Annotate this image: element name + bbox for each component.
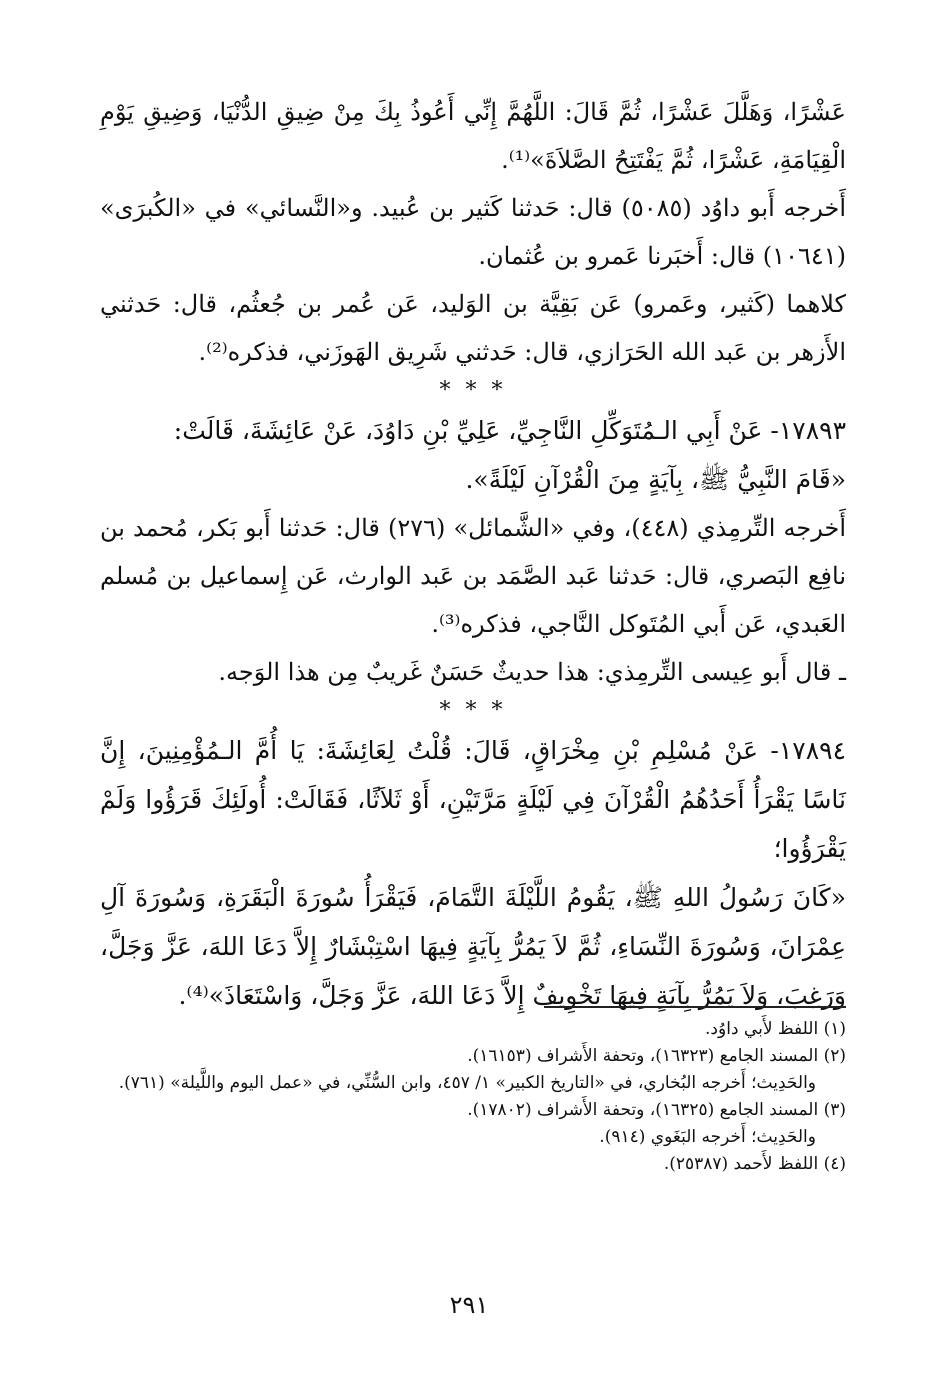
footnote-4: (٤) اللفظ لأَحمد (٢٥٣٨٧).	[663, 1154, 846, 1174]
section-separator: * * *	[439, 698, 507, 723]
section-separator: * * *	[439, 378, 507, 403]
page-number: ٢٩١	[449, 1291, 489, 1319]
hadith-17894-text: «كَانَ رَسُولُ اللهِ ﷺ، يَقُومُ اللَّيْلَةَ التَّمَامَ، فَيَقْرَأُ سُورَةَ الْبَقَرَةِ، وَسُورَةَ آلِ عِمْرَانَ، وَسُورَةَ النِّسَاءِ، ثُمَّ لاَ يَمُرُّ بِآيَةٍ فِيهَا اسْتِبْشَارٌ إِلاَّ دَعَا اللهَ، عَزَّ وَجَلَّ، وَرَغِبَ، وَلاَ يَمُرُّ بِآيَةٍ فِيهَا تَخْوِيفٌ إِلاَّ دَعَا اللهَ، عَزَّ وَجَلَّ، وَاسْتَعَاذَ»⁽⁴⁾.	[100, 883, 846, 1010]
hadith-17894-intro: ١٧٨٩٤- عَنْ مُسْلِمِ بْنِ مِخْرَاقٍ، قَالَ: قُلْتُ لِعَائِشَةَ: يَا أُمَّ الـمُؤْمِنِينَ، إِنَّ نَاسًا يَقْرَأُ أَحَدُهُمُ الْقُرْآنَ فِي لَيْلَةٍ مَرَّتَيْنِ، أَوْ ثَلاَثًا، فَقَالَتْ: أُولَئِكَ قَرَؤُوا وَلَمْ يَقْرَؤُوا؛	[100, 736, 846, 863]
footnote-2-continuation: والحَدِيث؛ أَخرجه البُخاري، في «التاريخ الكبير» ١/ ٤٥٧، وابن السُّنِّي، في «عمل اليوم واللَّيلة» (٧٦١).	[118, 1073, 816, 1093]
footnote-2: (٢) المسند الجامع (١٦٣٢٣)، وتحفة الأَشراف (١٦١٥٣).	[467, 1046, 846, 1066]
paragraph-dua-ending: عَشْرًا، وَهَلَّلَ عَشْرًا، ثُمَّ قَالَ: اللَّهُمَّ إِنِّي أَعُوذُ بِكَ مِنْ ضِيقِ الدُّنْيَا، وَضِيقِ يَوْمِ الْقِيَامَةِ، عَشْرًا، ثُمَّ يَفْتَتِحُ الصَّلاَةَ»⁽¹⁾.	[100, 98, 846, 174]
main-text	[100, 88, 846, 1020]
footnote-divider	[544, 1006, 846, 1008]
paragraph-takhrij-abudawud: أَخرجه أَبو داوُد (٥٠٨٥) قال: حَدثنا كَثير بن عُبيد. و«النَّسائي» في «الكُبرَى» (١٠٦٤١) قال: أَخبَرنا عَمرو بن عُثمان.	[100, 194, 847, 270]
hadith-17893-text: «قَامَ النَّبِيُّ ﷺ، بِآيَةٍ مِنَ الْقُرْآنِ لَيْلَةً».	[465, 465, 846, 494]
footnotes	[100, 1016, 846, 1178]
hadith-17893-comment: ـ قال أَبو عِيسى التِّرمِذي: هذا حديثٌ حَسَنٌ غَريبٌ مِن هذا الوَجه.	[218, 658, 846, 686]
footnote-3: (٣) المسند الجامع (١٦٣٢٥)، وتحفة الأَشراف (١٧٨٠٢).	[467, 1100, 846, 1120]
hadith-17893-takhrij: أَخرجه التِّرمِذي (٤٤٨)، وفي «الشَّمائل» (٢٧٦) قال: حَدثنا أَبو بَكر، مُحمد بن نافِع البَصري، قال: حَدثنا عَبد الصَّمَد بن عَبد الوارث، عَن إِسماعيل بن مُسلم العَبدي، عَن أَبي المُتَوكل النَّاجي، فذكره⁽³⁾.	[100, 514, 846, 638]
page-body	[100, 88, 847, 1174]
footnote-1: (١) اللفظ لأَبي داوُد.	[705, 1019, 846, 1039]
hadith-17893-intro: ١٧٨٩٣- عَنْ أَبِي الـمُتَوَكِّلِ النَّاجِيِّ، عَلِيِّ بْنِ دَاوُدَ، عَنْ عَائِشَةَ، قَالَتْ:	[173, 416, 846, 445]
footnote-3-continuation: والحَدِيث؛ أَخرجه البَغَوي (٩١٤).	[599, 1127, 816, 1147]
paragraph-isnad: كلاهما (كَثير، وعَمرو) عَن بَقِيَّة بن الوَليد، عَن عُمر بن جُعثُم، قال: حَدثني الأَزهر بن عَبد الله الحَرَازي، قال: حَدثني شَرِيق الهَوزَني، فذكره⁽²⁾.	[100, 290, 846, 366]
